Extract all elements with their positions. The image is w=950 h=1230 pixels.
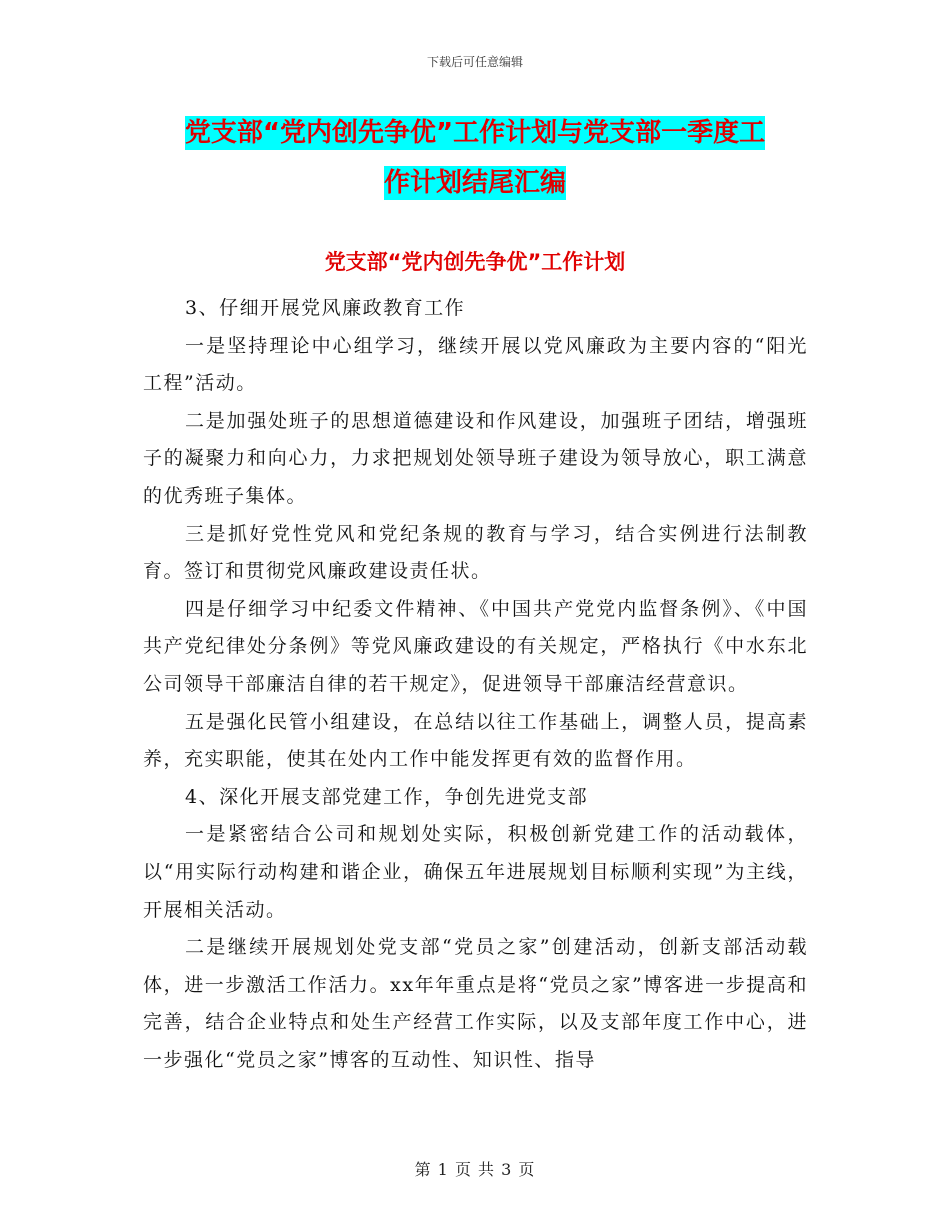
document-title-line-2: 作计划结尾汇编 xyxy=(383,168,566,198)
paragraph: 四是仔细学习中纪委文件精神、《中国共产党党内监督条例》、《中国共产党纪律处分条例》等党风廉政建设的有关规定，严格执行《中水东北公司领导干部廉洁自律的若干规定》，促进领导干部廉洁经营意识。 xyxy=(143,597,808,695)
paragraph: 4、深化开展支部党建工作，争创先进党支部 xyxy=(185,785,589,808)
paragraph: 二是加强处班子的思想道德建设和作风建设，加强班子团结，增强班子的凝聚力和向心力，力求把规划处领导班子建设为领导放心，职工满意的优秀班子集体。 xyxy=(143,409,808,507)
paragraph: 二是继续开展规划处党支部“党员之家”创建活动，创新支部活动载体，进一步激活工作活力。xx年年重点是将“党员之家”博客进一步提高和完善，结合企业特点和处生产经营工作实际，以及支部年度工作中心，进一步强化“党员之家”博客的互动性、知识性、指导 xyxy=(143,936,808,1071)
paragraph: 一是坚持理论中心组学习，继续开展以党风廉政为主要内容的“阳光工程”活动。 xyxy=(143,334,808,395)
document-title-line-1: 党支部“党内创先争优”工作计划与党支部一季度工 xyxy=(184,118,766,148)
section-title: 党支部“党内创先争优”工作计划 xyxy=(324,250,626,274)
paragraph: 五是强化民管小组建设，在总结以往工作基础上，调整人员，提高素养，充实职能，使其在处内工作中能发挥更有效的监督作用。 xyxy=(143,710,808,771)
document-title xyxy=(150,108,800,208)
paragraph: 三是抓好党性党风和党纪条规的教育与学习，结合实例进行法制教育。签订和贯彻党风廉政建设责任状。 xyxy=(143,522,808,583)
paragraph: 一是紧密结合公司和规划处实际，积极创新党建工作的活动载体，以“用实际行动构建和谐企业，确保五年进展规划目标顺利实现”为主线，开展相关活动。 xyxy=(143,823,808,921)
paragraph: 3、仔细开展党风廉政教育工作 xyxy=(185,297,466,319)
document-body xyxy=(143,290,808,1079)
header-note: 下载后可任意编辑 xyxy=(426,55,523,69)
page-footer: 第 1 页 共 3 页 xyxy=(414,1160,536,1179)
